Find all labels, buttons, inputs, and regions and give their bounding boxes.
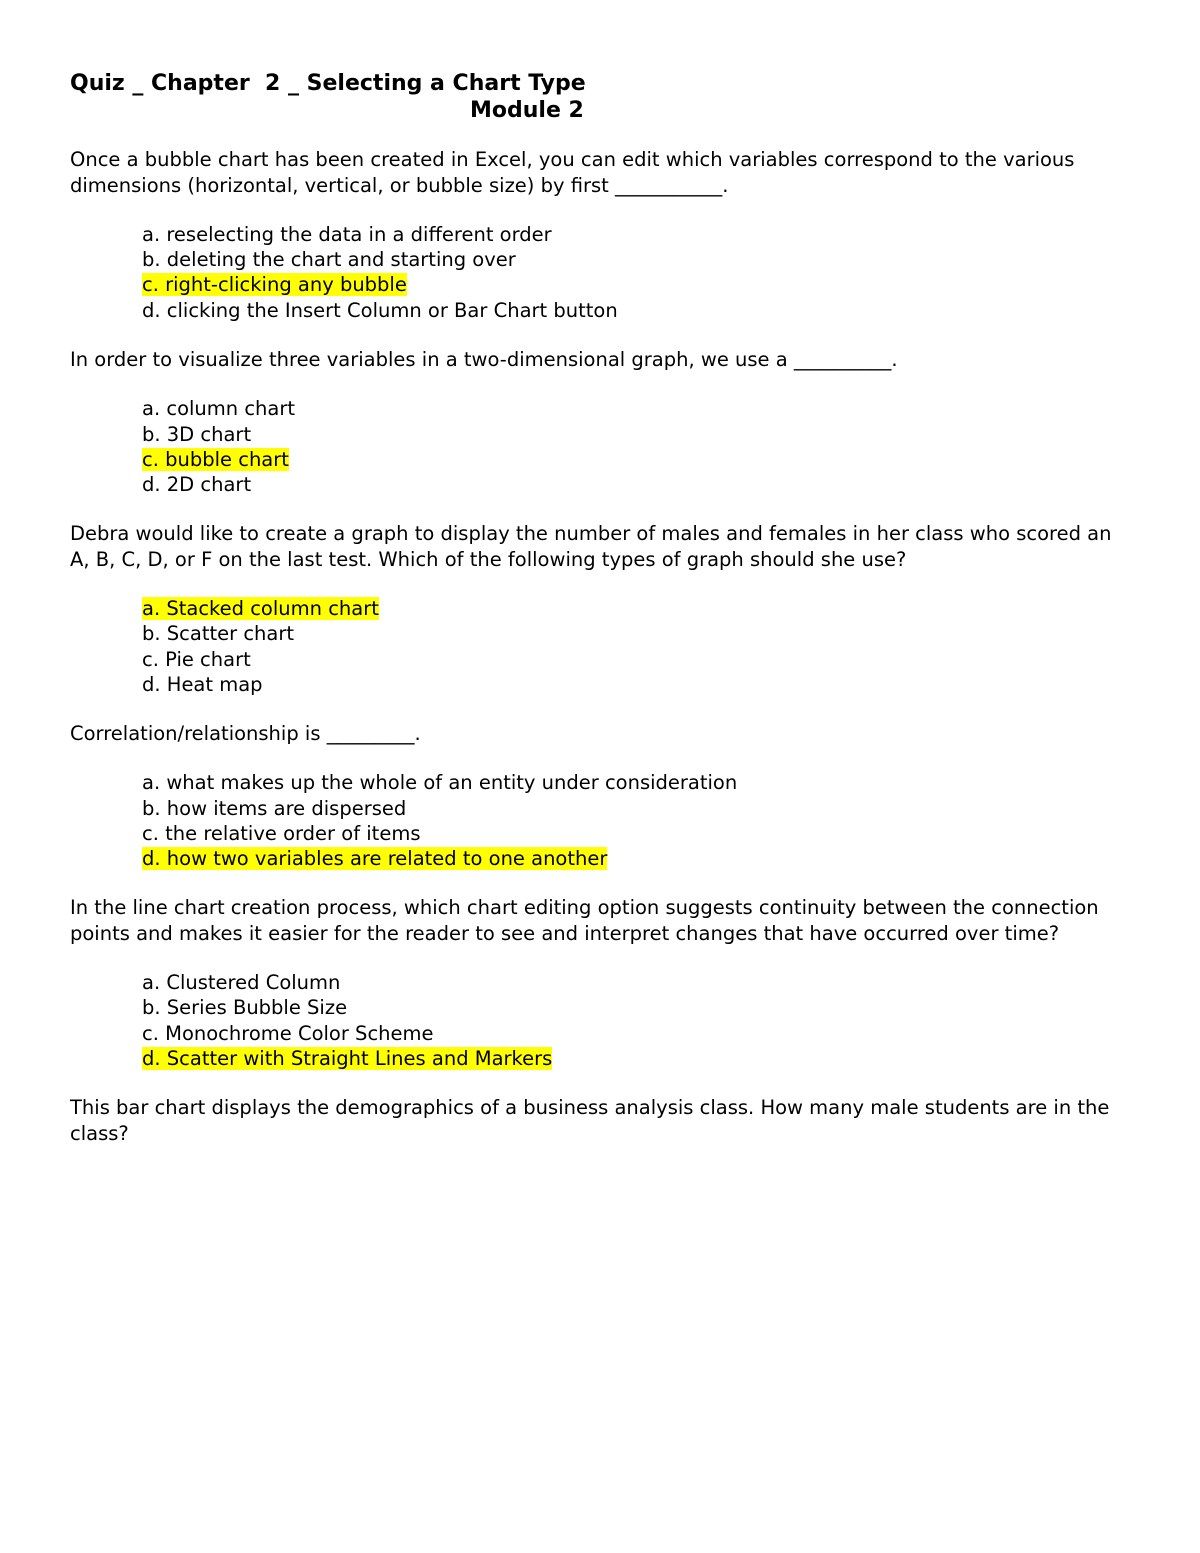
answer-option <box>142 672 1130 697</box>
question-list <box>70 147 1130 1146</box>
answer-option-label: c. the relative order of items <box>142 821 421 845</box>
correct-answer-highlight: d. Scatter with Straight Lines and Markers <box>142 1046 553 1070</box>
question-text: Correlation/relationship is _________. <box>70 721 421 745</box>
answer-option <box>142 422 1130 447</box>
answer-option-label: a. Clustered Column <box>142 971 341 995</box>
answer-option <box>142 846 1130 871</box>
answer-option-label: a. reselecting the data in a different order <box>142 223 552 246</box>
answer-options <box>142 596 1130 697</box>
correct-answer-highlight: a. Stacked column chart <box>142 597 379 621</box>
answer-option <box>142 596 1130 621</box>
question-text: This bar chart displays the demographics of a business analysis class. How many male students are in the class? <box>70 1096 1116 1145</box>
question-text: In order to visualize three variables in a two-dimensional graph, we use a __________. <box>70 347 898 371</box>
answer-option-label: b. Scatter chart <box>142 622 295 646</box>
answer-option <box>142 447 1130 472</box>
answer-option-label: b. how items are dispersed <box>142 796 407 820</box>
answer-option <box>142 472 1130 497</box>
answer-options <box>142 770 1130 871</box>
answer-option <box>142 970 1130 995</box>
answer-option <box>142 222 1130 247</box>
document-title: Quiz _ Chapter 2 _ Selecting a Chart Type <box>70 71 586 96</box>
answer-option-label: d. 2D chart <box>142 472 252 496</box>
correct-answer-highlight: c. right-clicking any bubble <box>142 273 407 297</box>
answer-option-label: d. Heat map <box>142 672 263 696</box>
answer-option <box>142 298 1130 323</box>
question-text: Debra would like to create a graph to display the number of males and females in her class who scored an A, B, C, D, or F on the last test. Which of the following types of graph should she use? <box>70 522 1118 571</box>
answer-option-label: c. Pie chart <box>142 647 251 671</box>
answer-options <box>142 970 1130 1071</box>
correct-answer-highlight: c. bubble chart <box>142 447 289 471</box>
answer-option-label: b. deleting the chart and starting over <box>142 248 516 272</box>
answer-option <box>142 647 1130 672</box>
question-text: In the line chart creation process, which chart editing option suggests continuity between the connection points and makes it easier for the reader to see and interpret changes that have occurred over time? <box>70 896 1105 945</box>
answer-options <box>142 396 1130 497</box>
document-page <box>70 70 1130 1170</box>
answer-option <box>142 272 1130 297</box>
answer-option <box>142 1046 1130 1071</box>
answer-option-label: b. 3D chart <box>142 422 252 446</box>
correct-answer-highlight: d. how two variables are related to one another <box>142 847 608 871</box>
answer-option <box>142 796 1130 821</box>
answer-option-label: a. column chart <box>142 397 296 421</box>
answer-option-label: d. clicking the Insert Column or Bar Chart button <box>142 298 618 322</box>
answer-option <box>142 621 1130 646</box>
answer-option-label: c. Monochrome Color Scheme <box>142 1021 434 1045</box>
document-subtitle: Module 2 <box>470 98 584 123</box>
answer-options <box>142 222 1130 323</box>
answer-option <box>142 247 1130 272</box>
answer-option <box>142 1021 1130 1046</box>
answer-option <box>142 770 1130 795</box>
answer-option-label: a. what makes up the whole of an entity under consideration <box>142 771 738 795</box>
answer-option-label: b. Series Bubble Size <box>142 996 348 1020</box>
answer-option <box>142 995 1130 1020</box>
answer-option <box>142 396 1130 421</box>
answer-option <box>142 821 1130 846</box>
question-text: Once a bubble chart has been created in Excel, you can edit which variables correspond to the various dimensions (horizontal, vertical, or bubble size) by first ___________. <box>70 148 1081 197</box>
